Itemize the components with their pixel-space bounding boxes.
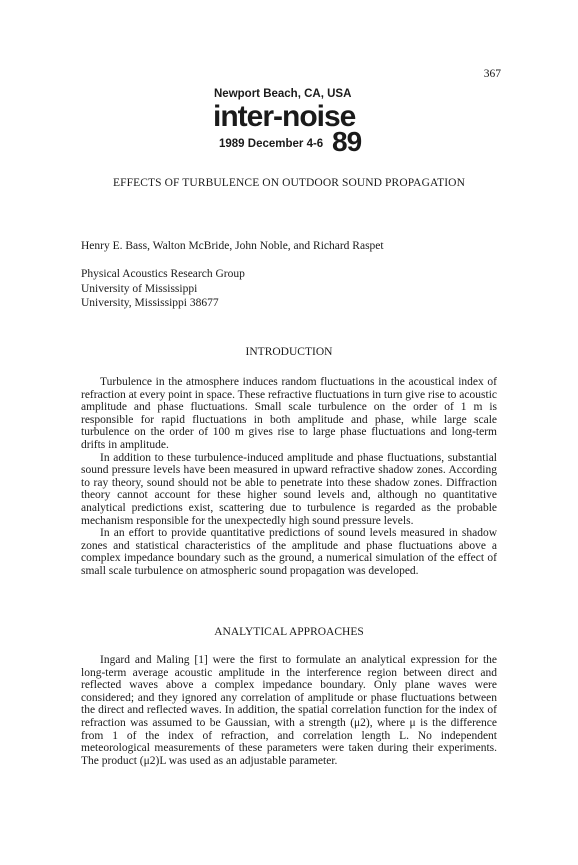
- conference-logo: inter-noise: [213, 100, 356, 133]
- paragraph: Ingard and Maling [1] were the first to formulate an analytical expression for the long-term average acoustic amplitude in the interference region between direct and reflected waves above a complex impedance boundary. Only plane waves were considered; and they ignored any correlation of amplitude or phase fluctuations between the direct and reflected waves. In addition, the spatial correlation function for the index of refraction was assumed to be Gaussian, with a strength (μ2), where μ is the difference from 1 of the index of refraction, and correlation length L. No independent meteorological measurements of these parameters were taken during their experiments. The product (μ2)L was used as an adjustable parameter.: [81, 654, 497, 767]
- paper-title: EFFECTS OF TURBULENCE ON OUTDOOR SOUND PROPAGATION: [113, 177, 465, 189]
- analytical-approaches-body: [81, 654, 497, 767]
- paragraph: Turbulence in the atmosphere induces random fluctuations in the acoustical index of refraction at every point in space. These refractive fluctuations in turn give rise to acoustic amplitude and phase fluctuations. Small scale turbulence on the order of 1 m is responsible for rapid fluctuations in both amplitude and phase, while large scale turbulence on the order of 100 m gives rise to large phase fluctuations and long-term drifts in amplitude.: [81, 376, 497, 451]
- introduction-body: [81, 376, 497, 578]
- conference-dates: 1989 December 4-6: [219, 138, 324, 150]
- author-list: Henry E. Bass, Walton McBride, John Noble, and Richard Raspet: [81, 240, 384, 252]
- conference-location: Newport Beach, CA, USA: [214, 88, 352, 100]
- section-heading-analytical-approaches: ANALYTICAL APPROACHES: [214, 626, 364, 638]
- affiliation-block: [81, 267, 245, 311]
- affiliation-line: Physical Acoustics Research Group: [81, 268, 245, 280]
- paragraph: In addition to these turbulence-induced amplitude and phase fluctuations, substantial sound pressure levels have been measured in upward refractive shadow zones. According to ray theory, sound should not be able to penetrate into these shadow zones. Diffraction theory cannot account for these higher sound levels and, although no quantitative analytical predictions exist, scattering due to turbulence is regarded as the probable mechanism responsible for the unexpectedly high sound pressure levels.: [81, 451, 497, 527]
- conference-logo-year: 89: [332, 126, 362, 157]
- section-heading-introduction: INTRODUCTION: [245, 346, 333, 358]
- page-number: 367: [483, 68, 501, 80]
- affiliation-line: University of Mississippi: [81, 282, 198, 295]
- affiliation-line: University, Mississippi 38677: [81, 297, 219, 309]
- paragraph: In an effort to provide quantitative predictions of sound levels measured in shadow zones and statistical characteristics of the amplitude and phase fluctuations above a complex impedance boundary such as the ground, a numerical simulation of the effect of small scale turbulence on atmospheric sound propagation was developed.: [81, 527, 497, 577]
